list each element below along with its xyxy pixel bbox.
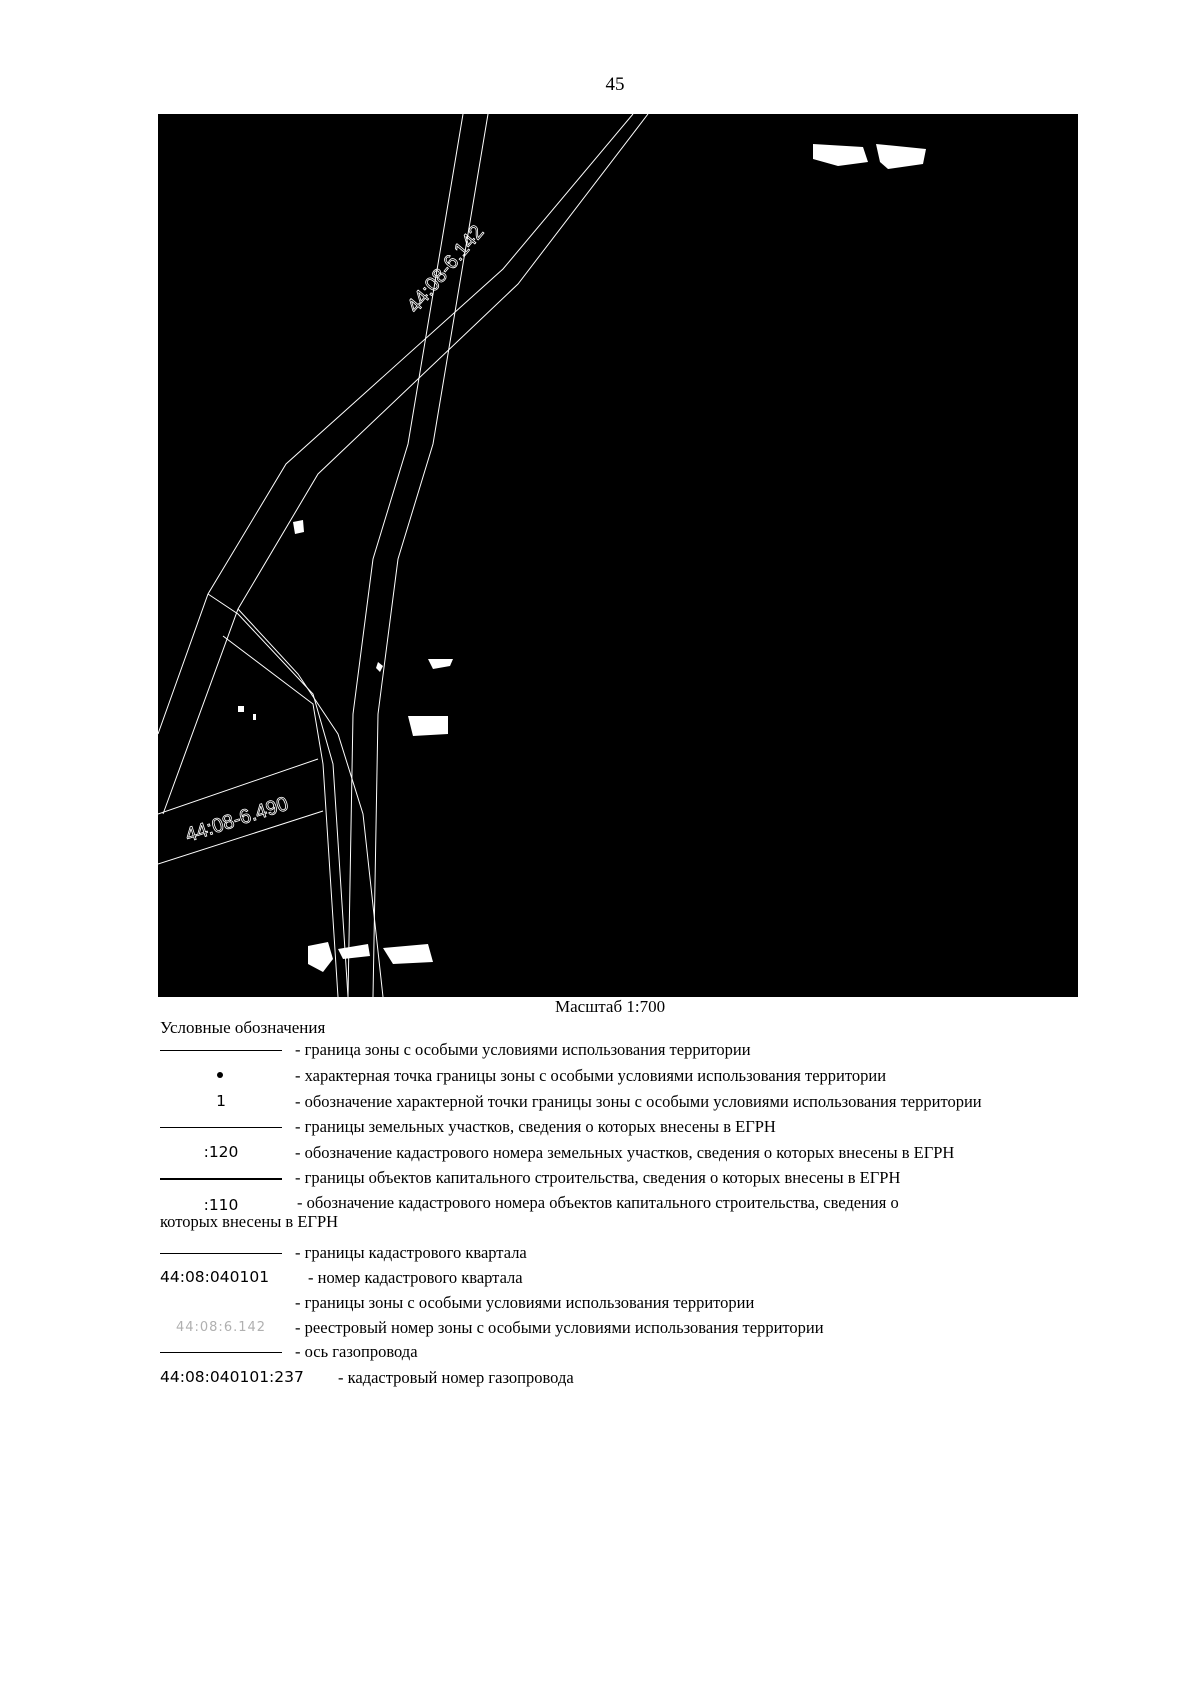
legend-title: Условные обозначения [160,1018,326,1037]
legend-text: - граница зоны с особыми условиями использования территории [295,1040,751,1059]
page-number: 45 [605,74,625,95]
legend-text: - обозначение кадастрового номера земельных участков, сведения о которых внесены в ЕГРН [295,1143,955,1162]
map-view[interactable] [158,114,1078,997]
building [408,716,448,736]
legend-text: - границы кадастрового квартала [295,1243,527,1262]
legend-text: - номер кадастрового квартала [308,1268,523,1287]
legend-symbol-dot [160,1066,282,1085]
legend-text: - ось газопровода [295,1342,418,1361]
legend-symbol-line [160,1117,282,1136]
legend-symbol-code: :110 [203,1196,239,1214]
legend-text: - границы земельных участков, сведения о которых внесены в ЕГРН [295,1117,776,1136]
legend-text: - обозначение кадастрового номера объектов капитального строительства, сведения о которых внесены в ЕГРН [160,1193,899,1231]
map-scale: Масштаб 1:700 [555,997,666,1016]
zone-label-490: 44:08-6.490 [182,792,292,847]
building [253,714,256,720]
legend-symbol-code: 44:08:6.142 [175,1320,267,1335]
legend-symbol-line [160,1040,282,1059]
zone-label-142: 44:08-6.142 [402,221,489,318]
legend-symbol-line [160,1243,282,1262]
legend-text: - кадастровый номер газопровода [338,1368,574,1387]
legend-text: - границы зоны с особыми условиями использования территории [295,1293,755,1312]
legend-text: - реестровый номер зоны с особыми условиями использования территории [295,1318,824,1337]
map-background [158,114,1078,997]
legend-symbol-line [160,1342,282,1361]
legend-symbol-code: :120 [203,1143,239,1161]
legend-text: - границы объектов капитального строительства, сведения о которых внесены в ЕГРН [295,1168,901,1187]
legend-symbol-code: 44:08:040101:237 [160,1368,304,1386]
legend-symbol-code: 44:08:040101 [160,1268,270,1286]
map-canvas [158,114,1078,997]
legend-text: - обозначение характерной точки границы зоны с особыми условиями использования территории [295,1092,982,1111]
legend-symbol-line [160,1168,282,1187]
legend-symbol-code: 1 [216,1092,226,1110]
legend-symbol-empty [160,1293,282,1312]
legend-text: - характерная точка границы зоны с особыми условиями использования территории [295,1066,887,1085]
building [238,706,244,712]
